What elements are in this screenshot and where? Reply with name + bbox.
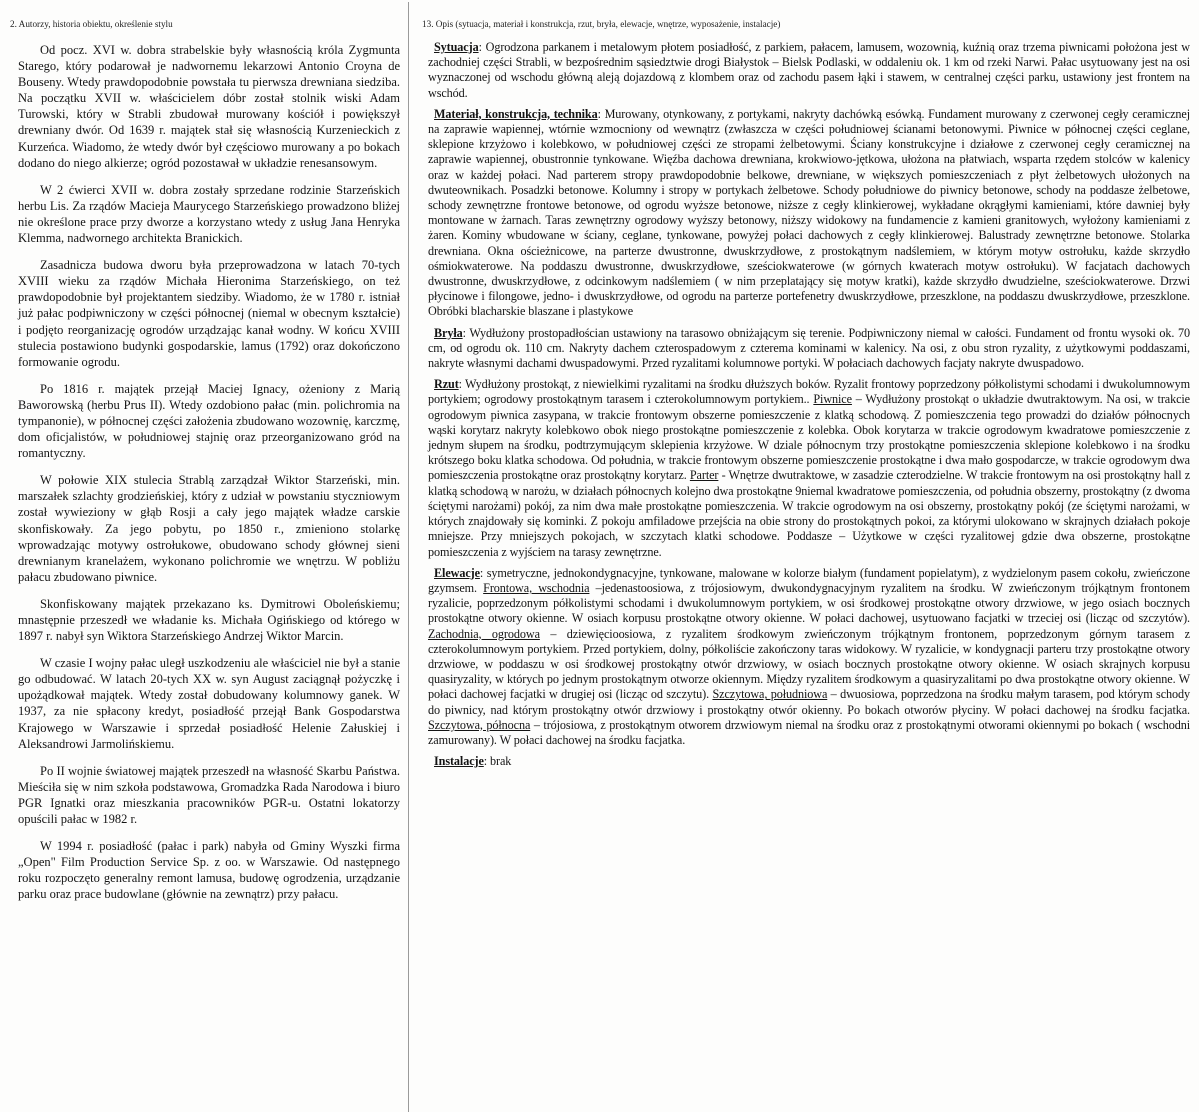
history-paragraph: Po II wojnie światowej majątek przeszedł na własność Skarbu Państwa. Mieściła się w nim szkoła podstawowa, Gromadzka Rada Narodowa i biuro PGR Ignatki oraz mieszkania pracowników PGR-u. Ostatni lokatorzy opuścili pałac w 1982 r. <box>18 763 400 827</box>
sytuacja-label: Sytuacja <box>434 40 479 54</box>
history-paragraph: Skonfiskowany majątek przekazano ks. Dymitrowi Oboleńskiemu; mnastępnie przeszedł we władanie ks. Michała Ogińskiego od którego w 1897 r. nabył syn Wiktora Starzeńskiego Andrzej Wiktor Marcin. <box>18 596 400 644</box>
bryla-text: : Wydłużony prostopadłościan ustawiony na tarasowo obniżającym się terenie. Podpiwniczony niemal w całości. Fundament od frontu wysoki ok. 70 cm, od ogrodu ok. 110 cm. Nakryty dachem czterospadowym z czterema kominami w kalenicy. Na osi, z obu stron ryzality, z użytkowymi poddaszami, nakryte własnymi dachami dwuspadowymi. Przed ryzalitami kolumnowe portyki. W połaciach dachowych facjaty nakryte dwuspadowo. <box>428 325 1190 371</box>
instalacje-paragraph <box>422 754 1192 769</box>
parter-label: Parter <box>689 468 719 483</box>
section-heading-history: 2. Autorzy, historia obiektu, określenie stylu <box>10 19 173 29</box>
history-column <box>10 18 404 1108</box>
description-column <box>422 18 1192 1108</box>
elewacje-text-1: : symetryczne, jednokondygnacyjne, tynkowane, malowane w kolorze białym (fundament popielatym), z wydzielonym pasem cokołu, zwieńczone gzymsem. <box>428 565 1190 595</box>
sytuacja-paragraph <box>422 40 1192 101</box>
history-paragraph: W połowie XIX stulecia Strablą zarządzał Wiktor Starzeński, min. marszałek szlachty grodzieńskiej, który z udział w powstaniu styczniowym został wywieziony w głąb Rosji a cały jego majątek władze carskie skonfiskowały. Za jego pobytu, po 1850 r., zmieniono stolarkę wprowadzając motywy ostrołukowe, obudowano schody głównej sieni drewnianym kranelażem, wykonano polichromie we wnętrzu. W pobliżu pałacu zbudowano piwnice. <box>18 473 400 584</box>
rzut-text-3: - Wnętrze dwutraktowe, w zasadzie czterodzielne. W trakcie frontowym na osi prostokątny hall z klatką schodową w narożu, w działach północnych kolejno dwa prostokątne 9niemal kwadratowe pomieszczenia, od południa obszerny, prostokątny (z dwoma ściętymi narożami) pokój, za nim dwa małe prostokątne pomieszczenia. W trakcie ogrodowym na osi obszerny, prostokątny pokój (ze ściętymi narożami, w których znajdowały się kominki. Z pokoju amfiladowe przejścia na obie strony do prostokątnych pokoi, za którymi ulokowano w skrajnych działach pokoje mniejsze. Przy mniejszych pokojach, w szczytach klatki schodowe. Poddasze – Użytkowe w części ryzalitowej gdzie dwa obszerne, prostokątne pomieszczenia z wyjściem na tarasy zewnętrzne. <box>428 468 1191 559</box>
material-label: Materiał, konstrukcja, technika <box>434 106 598 121</box>
material-paragraph <box>422 107 1192 320</box>
history-paragraph: W 1994 r. posiadłość (pałac i park) nabyła od Gminy Wyszki firma „Open" Film Production Service Sp. z oo. w Warszawie. Od następnego roku rozpoczęto generalny remont lamusa, budowę ogrodzenia, urządzanie parku oraz prace budowlane (głównie na zewnątrz) przy pałacu. <box>18 839 400 902</box>
elewacje-paragraph <box>422 566 1192 748</box>
history-paragraph: Od pocz. XVI w. dobra strabelskie były własnością króla Zygmunta Starego, który podarował je nadwornemu lekarzowi Antonio Croyna de Bouseny. Wtedy prawdopodobnie powstała tu pierwsza drewniana siedziba. Na początku XVII w. właścicielem dóbr został stolnik wiski Adam Turowski, który w Strabli zbudował murowany kościół i powiększył drewniany dwór. Od 1639 r. majątek stał się własnością Kurzenieckich z Kurzeńca. Wiadomo, że wtedy dwór był częściowo murowany a po bokach dodano do niego alkierze; ogród pozostawał w układzie renesansowym. <box>18 43 400 170</box>
rzut-paragraph <box>422 377 1192 559</box>
material-text: : Murowany, otynkowany, z portykami, nakryty dachówką esówką. Fundament murowany z czerwonej cegły ceramicznej na zaprawie wapiennej, wtórnie wzmocniony od wewnątrz (zwłaszcza w części południowej ścianami betonowymi. Piwnice w północnej części ceglane, sklepione krzyżowo i kolebkowo, w południowej części ze stropami żelbetowymi. Ściany konstrukcyjne i działowe z czerwonej cegły ceramicznej na zaprawie wapiennej, obustronnie tynkowane. Więźba dachowa drewniana, krokwiowo-jętkowa, ułożona na płatwiach, wsparta rzędem stolców w kalenicy oraz w każdej połaci. Nad parterem stropy prawdopodobnie belkowe, drewniane, w większych pomieszczeniach z płyt żelbetowych ułożonych na dwuteownikach. Posadzki betonowe. Kolumny i stropy w portykach żelbetowe. Schody południowe do piwnicy betonowe, schody na poddasze żelbetowe, schody zewnętrzne frontowe betonowe, od ogrodu wyższe betonowe, niższe z cegły klinkierowej, wykładane okrągłymi kamieniami, które dawniej były montowane w żarnach. Taras zewnętrzny ogrodowy wyższy betonowy, niższy widokowy na fundamencie z kamieni granitowych, wyłożony kamieniami z żaren. Kominy wbudowane w ściany, ceglane, tynkowane, powyżej połaci dachowych z cegły klinkierowej. Balustrady zewnętrzne betonowe. Stolarka drewniana. Okna ościeżnicowe, na parterze dwustronne, dwuskrzydłowe, z prostokątnym nadślemiem, w którym motyw ostrołuku, każde skrzydło ośmiokwaterowe. Na poddaszu dwustronne, dwuskrzydłowe, sześciokwaterowe (w górnych kwaterach motyw ostrołuku). W facjatach dachowych dwustronne, dwuskrzydłowe, z odcinkowym nadślemiem ( w nim przeplatający się motyw kratki), każde skrzydło dwudzielne, sześciokwaterowe. Drzwi płycinowe i filongowe, jedno- i dwuskrzydłowe, od ogrodu na parterze portefenetry dwuskrzydłowe, przeszklone, na poddaszu dwuskrzydłowe, przeszklone. Obróbki blacharskie blaszane i plastykowe <box>428 106 1190 319</box>
history-paragraph: Zasadnicza budowa dworu była przeprowadzona w latach 70-tych XVIII wieku za rządów Michała Hieronima Starzeńskiego, on też prawdopodobnie był projektantem siedziby. Wiadomo, że w 1780 r. istniał już pałac podpiwniczony w części północnej (niemal w obecnym kształcie) i podjęto reorganizację ogrodów urządzając kanał wodny. W końcu XVIII stulecia postawiono budynki gospodarskie, lamus (1792) oraz dokończono formowanie ogrodu. <box>18 258 400 369</box>
instalacje-label: Instalacje <box>434 754 484 769</box>
elewacje-text-5: – trójosiowa, z prostokątnym otworem drzwiowym niemal na środku oraz z prostokątnymi otworami okiennymi po bokach ( wschodni zamurowany). W połaci dachowej na środku facjatka. <box>428 717 1190 747</box>
elewacje-label: Elewacje <box>434 565 480 580</box>
rzut-text-2: – Wydłużony prostokąt o układzie dwutraktowym. Na osi, w trakcie ogrodowym piwnica zasypana, w trakcie frontowym obszerne pomieszczenie z klatką schodową. Z pomieszczenia tego prowadzi do działów północnych wąski korytarz nakryty kolebkowo obok niego prostokątne pomieszczenie z kolebka. Obok korytarza w trakcie ogrodowym kwadratowe pomieszczenie z jednym słupem na środku, podtrzymującym sklepienia krzyżowe. W dziale północnym trzy prostokątne pomieszczenia sklepione kolebkowo i na środku krótszego boku klatka schodowa. Od południa, w trakcie frontowym obszerne pomieszczenie prostokątne i dwa mało gospodarcze, w trakcie ogrodowym dwa pomieszczenia prostokątne oraz prostokątny korytarz. <box>428 392 1190 483</box>
poludniowa-label: Szczytowa, południowa <box>712 687 828 702</box>
history-paragraph: W czasie I wojny pałac uległ uszkodzeniu ale właściciel nie był a stanie go odbudować. W latach 20-tych XX w. syn August zaciągnął pożyczkę i upożądkował majątek. Wtedy został dobudowany kolumnowy ganek. W 1937, za nie spłacony kredyt, posiadłość przejął Bank Gospodarstwa Krajowego w Warszawie i sprzedał posiadłość Helenie Załuskiej i Aleksandrowi Jarmolińskiemu. <box>18 656 400 751</box>
bryla-label: Bryła <box>434 325 463 340</box>
piwnice-label: Piwnice <box>813 392 852 407</box>
rzut-text-1: : Wydłużony prostokąt, z niewielkimi ryzalitami na środku dłuższych boków. Ryzalit frontowy poprzedzony półkolistymi schodami i dwukolumnowym portykiem; ogrodowy prostokątnym tarasem i czterokolumnowym portykiem.. <box>428 377 1190 407</box>
rzut-label: Rzut <box>434 377 459 392</box>
elewacje-text-2: –jedenastoosiowa, z trójosiowym, dwukondygnacyjnym ryzalitem na środku. W zwieńczonym trójkątnym frontonem ryzalicie, poprzedzonym półkolistymi schodami i dwukolumnowym portykiem, w osi środkowej prostokątne otwory drzwiowe, w jego osiach bocznych prostokątne otwory okienne. W osiach korpusu prostokątne otwory okienne. W połaci dachowej, usytuowano facjatki w trzeciej osi (licząc od szczytów). <box>428 580 1190 626</box>
elewacje-text-3: – dziewięcioosiowa, z ryzalitem środkowym zwieńczonym trójkątnym frontonem, poprzedzonym górnym tarasem z czterokolumnowym portykiem. Przed portykiem, dolny, półkoliście zakończony taras widokowy. W ryzalicie, w kondygnacji parteru trzy prostokątne otwory drzwiowe, w poddaszu w osi środkowej prostokątny otwór drzwiowy, w osiach bocznych prostokątne otwory okienne. W osiach skrajnych korpusu quasiryzality, w których po jednym prostokątnym otworze okiennym. Między ryzalitem środkowym a quasiryzalitami po dwa prostokątne otwory okienne. W połaci dachowej facjatki w drugiej osi (licząc od szczytu). <box>428 626 1190 702</box>
frontowa-label: Frontowa, wschodnia <box>483 580 590 595</box>
zachodnia-label: Zachodnia, ogrodowa <box>428 626 540 641</box>
section-heading-description: 13. Opis (sytuacja, materiał i konstrukcja, rzut, bryła, elewacje, wnętrze, wyposażenie, instalacje) <box>422 19 781 29</box>
elewacje-text-4: – dwuosiowa, poprzedzona na środku małym tarasem, pod którym schody do piwnicy, nad którym prostokątny otwór drzwiowy i prostokątny otwór okienny. Po bokach otworów płyciny. W połaci dachowej na środku facjatka. <box>428 687 1190 717</box>
polnocna-label: Szczytowa, północna <box>428 717 531 732</box>
bryla-paragraph <box>422 326 1192 372</box>
history-paragraph: W 2 ćwierci XVII w. dobra zostały sprzedane rodzinie Starzeńskich herbu Lis. Za rządów Macieja Maurycego Starzeńskiego prowadzono bliżej nie określone prace przy dworze a korzystano wtedy z usług Jana Henryka Klemma, nadwornego architekta Branickich. <box>18 182 400 246</box>
sytuacja-text: : Ogrodzona parkanem i metalowym płotem posiadłość, z parkiem, pałacem, lamusem, wozownią, kuźnią oraz trzema piwnicami położona jest w zachodniej części Strabli, w bezpośrednim sąsiedztwie drogi Białystok – Bielsk Podlaski, w oddaleniu ok. 1 km od rzeki Narwi. Pałac usytuowany jest na osi wyznaczonej od wschodu główną aleją dojazdową z klombem oraz od zachodu pasem łąki i stawem, w centralnej części parku, ustawiony jest frontem na wschód. <box>428 40 1190 100</box>
column-divider <box>408 2 409 1112</box>
history-paragraph: Po 1816 r. majątek przejął Maciej Ignacy, ożeniony z Marią Baworowską (herbu Prus II). Wtedy ozdobiono pałac (min. polichromia na tympanonie), w północnej części założenia zbudowano wozownię, karczmę, dom oficjalistów, w południowej stajnię oraz przeorganizowano gród na romantyczny. <box>18 381 400 461</box>
instalacje-text: : brak <box>483 754 512 769</box>
